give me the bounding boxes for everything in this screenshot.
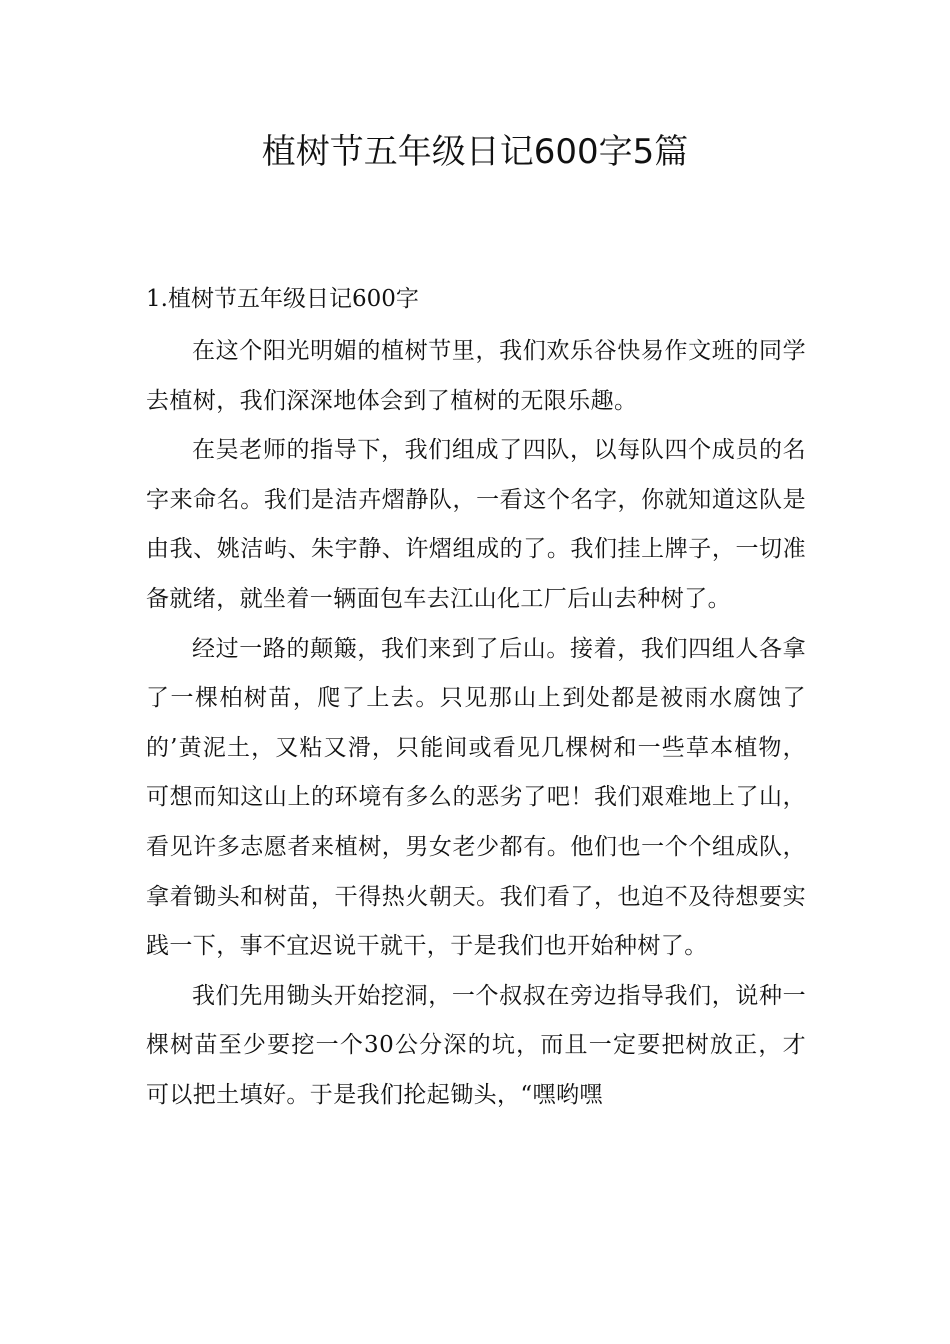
paragraph-4: 我们先用锄头开始挖洞，一个叔叔在旁边指导我们，说种一棵树苗至少要挖一个30公分深的坑，而且一定要把树放正，才可以把土填好。于是我们抡起锄头，“嘿哟嘿	[146, 982, 806, 1108]
document-title: 植树节五年级日记600字5篇	[261, 132, 689, 172]
paragraph-3: 经过一路的颠簸，我们来到了后山。接着，我们四组人各拿了一棵柏树苗，爬了上去。只见那山上到处都是被雨水腐蚀了的’黄泥土，又粘又滑，只能间或看见几棵树和一些草本植物，可想而知这山上的环境有多么的恶劣了吧！我们艰难地上了山，看见许多志愿者来植树，男女老少都有。他们也一个个组成队，拿着锄头和树苗，干得热火朝天。我们看了，也迫不及待想要实践一下，事不宜迟说干就干，于是我们也开始种树了。	[146, 635, 806, 960]
document-body	[146, 277, 806, 1121]
section-heading: 1.植树节五年级日记600字	[146, 286, 419, 312]
paragraph-1: 在这个阳光明媚的植树节里，我们欢乐谷快易作文班的同学去植树，我们深深地体会到了植树的无限乐趣。	[146, 338, 806, 414]
paragraph-2: 在吴老师的指导下，我们组成了四队，以每队四个成员的名字来命名。我们是洁卉熠静队，一看这个名字，你就知道这队是由我、姚洁屿、朱宇静、许熠组成的了。我们挂上牌子，一切准备就绪，就坐着一辆面包车去江山化工厂后山去种树了。	[146, 437, 806, 612]
